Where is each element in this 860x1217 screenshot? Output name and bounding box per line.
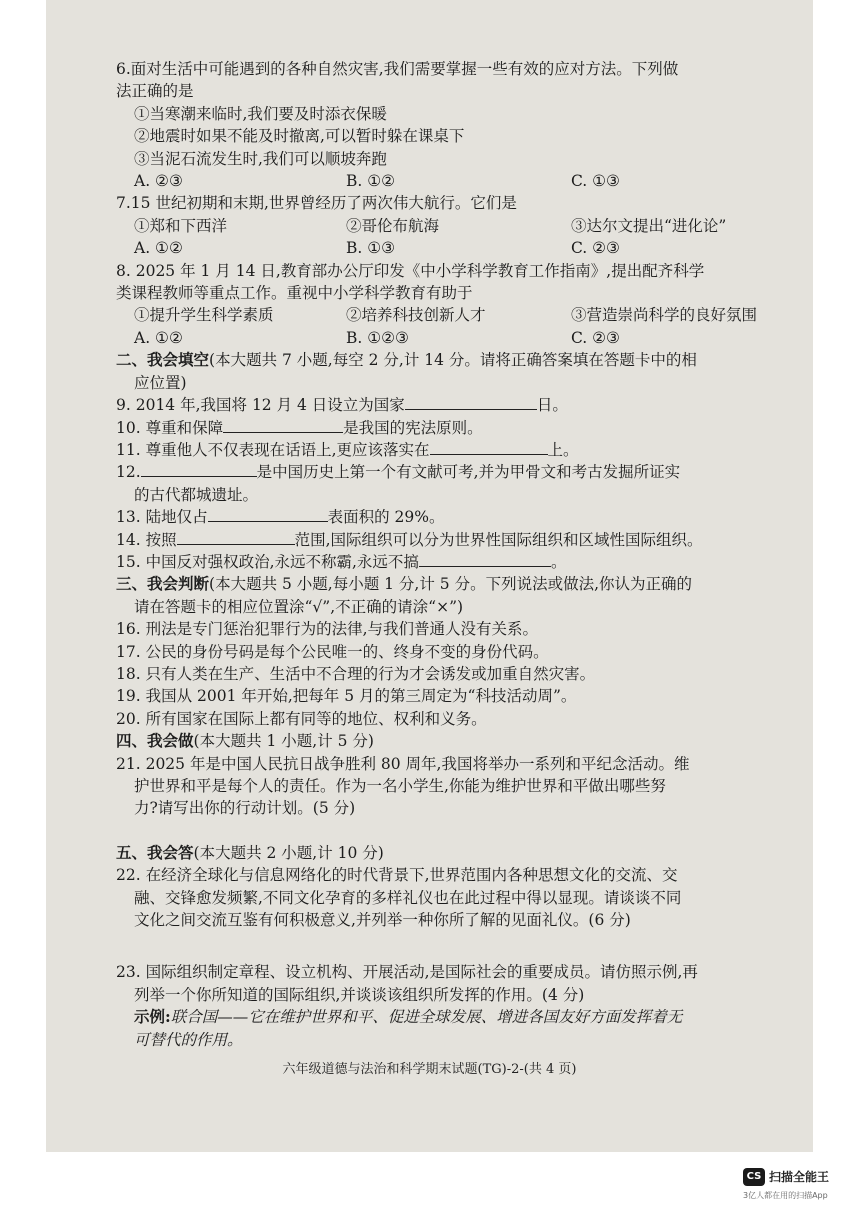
q6-option-c: C. ①③ bbox=[571, 172, 620, 191]
q6-option-a: A. ②③ bbox=[134, 172, 183, 191]
q23-example-line1 bbox=[116, 1006, 813, 1028]
q15-text-b: 。 bbox=[550, 552, 567, 571]
q17: 17. 公民的身份号码是每个公民唯一的、终身不变的身份代码。 bbox=[116, 642, 549, 661]
section4-title: 四、我会做 bbox=[116, 731, 194, 751]
answer-space-q22 bbox=[116, 931, 813, 961]
section3-title: 三、我会判断 bbox=[116, 574, 210, 594]
q7-options bbox=[116, 237, 813, 259]
section4-note: (本大题共 1 小题,计 5 分) bbox=[193, 732, 374, 751]
q21-line3: 力?请写出你的行动计划。(5 分) bbox=[134, 799, 356, 818]
q19: 19. 我国从 2001 年开始,把每年 5 月的第三周定为“科技活动周”。 bbox=[116, 687, 577, 706]
q12-line2: 的古代都城遗址。 bbox=[134, 485, 259, 504]
q23-line1: 23. 国际组织制定章程、设立机构、开展活动,是国际社会的重要成员。请仿照示例,再 bbox=[116, 963, 698, 982]
section3-note-line2: 请在答题卡的相应位置涂“√”,不正确的请涂“×”) bbox=[134, 597, 464, 616]
q7-stem: 7.15 世纪初期和末期,世界曾经历了两次伟大航行。它们是 bbox=[116, 194, 517, 213]
watermark-subtitle: 3亿人都在用的扫描App bbox=[743, 1191, 828, 1200]
q13-blank bbox=[208, 507, 328, 522]
section5-heading bbox=[116, 842, 813, 864]
q7-items bbox=[116, 215, 813, 237]
exam-content bbox=[116, 58, 813, 1051]
q22-line3: 文化之间交流互鉴有何积极意义,并列举一种你所了解的见面礼仪。(6 分) bbox=[134, 911, 631, 930]
q23-example-label: 示例: bbox=[134, 1007, 171, 1027]
camscanner-watermark bbox=[735, 1166, 845, 1206]
q8-stem-line2: 类课程教师等重点工作。重视中小学科学教育有助于 bbox=[116, 284, 473, 303]
q6-option-b: B. ①② bbox=[346, 172, 396, 191]
q9 bbox=[116, 394, 813, 416]
q12-blank bbox=[141, 462, 257, 477]
answer-space-q21 bbox=[116, 820, 813, 842]
q20: 20. 所有国家在国际上都有同等的地位、权利和义务。 bbox=[116, 709, 487, 728]
q23-line2: 列举一个你所知道的国际组织,并谈谈该组织所发挥的作用。(4 分) bbox=[134, 985, 585, 1004]
q7-option-a: A. ①② bbox=[134, 239, 183, 258]
q6-item-3: ③当泥石流发生时,我们可以顺坡奔跑 bbox=[134, 149, 387, 168]
camscanner-logo-icon: CS bbox=[743, 1168, 765, 1186]
scanned-page bbox=[46, 0, 813, 1152]
q7-option-b: B. ①③ bbox=[346, 239, 396, 258]
q11 bbox=[116, 439, 813, 461]
q8-stem-line1: 8. 2025 年 1 月 14 日,教育部办公厅印发《中小学科学教育工作指南》,提出配齐科学 bbox=[116, 261, 705, 280]
q15 bbox=[116, 551, 813, 573]
q9-text-b: 日。 bbox=[536, 396, 568, 415]
q6-options bbox=[116, 170, 813, 192]
q12-text-a: 12. bbox=[116, 463, 141, 482]
section2-heading bbox=[116, 349, 813, 371]
q9-text-a: 9. 2014 年,我国将 12 月 4 日设立为国家 bbox=[116, 396, 405, 415]
q10-text-b: 是我国的宪法原则。 bbox=[343, 418, 483, 437]
q13 bbox=[116, 506, 813, 528]
section4-heading bbox=[116, 730, 813, 752]
q11-text-a: 11. 尊重他人不仅表现在话语上,更应该落实在 bbox=[116, 440, 430, 459]
q22-line2: 融、交锋愈发频繁,不同文化孕育的多样礼仪也在此过程中得以显现。请谈谈不同 bbox=[134, 888, 682, 907]
q14-text-a: 14. 按照 bbox=[116, 530, 177, 549]
q13-text-a: 13. 陆地仅占 bbox=[116, 508, 208, 527]
q21-line2: 护世界和平是每个人的责任。作为一名小学生,你能为维护世界和平做出哪些努 bbox=[134, 777, 666, 795]
q8-items bbox=[116, 304, 813, 326]
q6-stem-line1: 6.面对生活中可能遇到的各种自然灾害,我们需要掌握一些有效的应对方法。下列做 bbox=[116, 60, 679, 78]
q7-item-2: ②哥伦布航海 bbox=[346, 216, 440, 235]
q12-text-b: 是中国历史上第一个有文献可考,并为甲骨文和考古发掘所证实 bbox=[256, 463, 681, 482]
q11-blank bbox=[430, 440, 548, 455]
q8-item-2: ②培养科技创新人才 bbox=[346, 306, 486, 325]
q8-options bbox=[116, 327, 813, 349]
q6-item-1: ①当寒潮来临时,我们要及时添衣保暖 bbox=[134, 104, 387, 123]
q7-item-1: ①郑和下西洋 bbox=[134, 216, 228, 235]
page-footer: 六年级道德与法治和科学期末试题(TG)-2-(共 4 页) bbox=[282, 1062, 577, 1077]
q14-blank bbox=[177, 530, 295, 545]
section3-note-line1: (本大题共 5 小题,每小题 1 分,计 5 分。下列说法或做法,你认为正确的 bbox=[209, 575, 692, 594]
q7-option-c: C. ②③ bbox=[571, 239, 620, 258]
q18: 18. 只有人类在生产、生活中不合理的行为才会诱发或加重自然灾害。 bbox=[116, 664, 596, 683]
section2-note-line1: (本大题共 7 小题,每空 2 分,计 14 分。请将正确答案填在答题卡中的相 bbox=[209, 351, 697, 370]
q15-blank bbox=[419, 552, 551, 567]
q8-option-a: A. ①② bbox=[134, 328, 183, 347]
q7-item-3: ③达尔文提出“进化论” bbox=[571, 216, 727, 235]
q10-text-a: 10. 尊重和保障 bbox=[116, 418, 224, 437]
q8-option-b: B. ①②③ bbox=[346, 328, 409, 347]
q6-item-2: ②地震时如果不能及时撤离,可以暂时躲在课桌下 bbox=[134, 127, 465, 146]
q8-option-c: C. ②③ bbox=[571, 328, 620, 347]
q14 bbox=[116, 529, 813, 551]
q10-blank bbox=[223, 418, 343, 433]
q15-text-a: 15. 中国反对强权政治,永远不称霸,永远不搞 bbox=[116, 552, 419, 571]
watermark-title: 扫描全能王 bbox=[769, 1170, 830, 1184]
q9-blank bbox=[405, 395, 537, 410]
q6-stem-line2: 法正确的是 bbox=[116, 82, 194, 101]
q8-item-1: ①提升学生科学素质 bbox=[134, 306, 274, 325]
q23-example-text-a: 联合国——它在维护世界和平、促进全球发展、增进各国友好方面发挥着无 bbox=[170, 1008, 683, 1027]
q10 bbox=[116, 417, 813, 439]
section2-title: 二、我会填空 bbox=[116, 350, 210, 370]
section5-title: 五、我会答 bbox=[116, 842, 194, 862]
q14-text-b: 范围,国际组织可以分为世界性国际组织和区域性国际组织。 bbox=[294, 530, 703, 549]
q13-text-b: 表面积的 29%。 bbox=[327, 508, 445, 527]
section3-heading bbox=[116, 573, 813, 595]
q8-item-3: ③营造崇尚科学的良好氛围 bbox=[571, 306, 758, 325]
q11-text-b: 上。 bbox=[547, 440, 579, 459]
q16: 16. 刑法是专门惩治犯罪行为的法律,与我们普通人没有关系。 bbox=[116, 620, 539, 639]
q23-example-line2: 可替代的作用。 bbox=[134, 1030, 243, 1049]
q12-line1 bbox=[116, 461, 813, 483]
q22-line1: 22. 在经济全球化与信息网络化的时代背景下,世界范围内各种思想文化的交流、交 bbox=[116, 866, 678, 885]
section5-note: (本大题共 2 小题,计 10 分) bbox=[193, 843, 384, 862]
section2-note-line2: 应位置) bbox=[134, 373, 187, 392]
q21-line1: 21. 2025 年是中国人民抗日战争胜利 80 周年,我国将举办一系列和平纪念活动。维 bbox=[116, 754, 690, 773]
